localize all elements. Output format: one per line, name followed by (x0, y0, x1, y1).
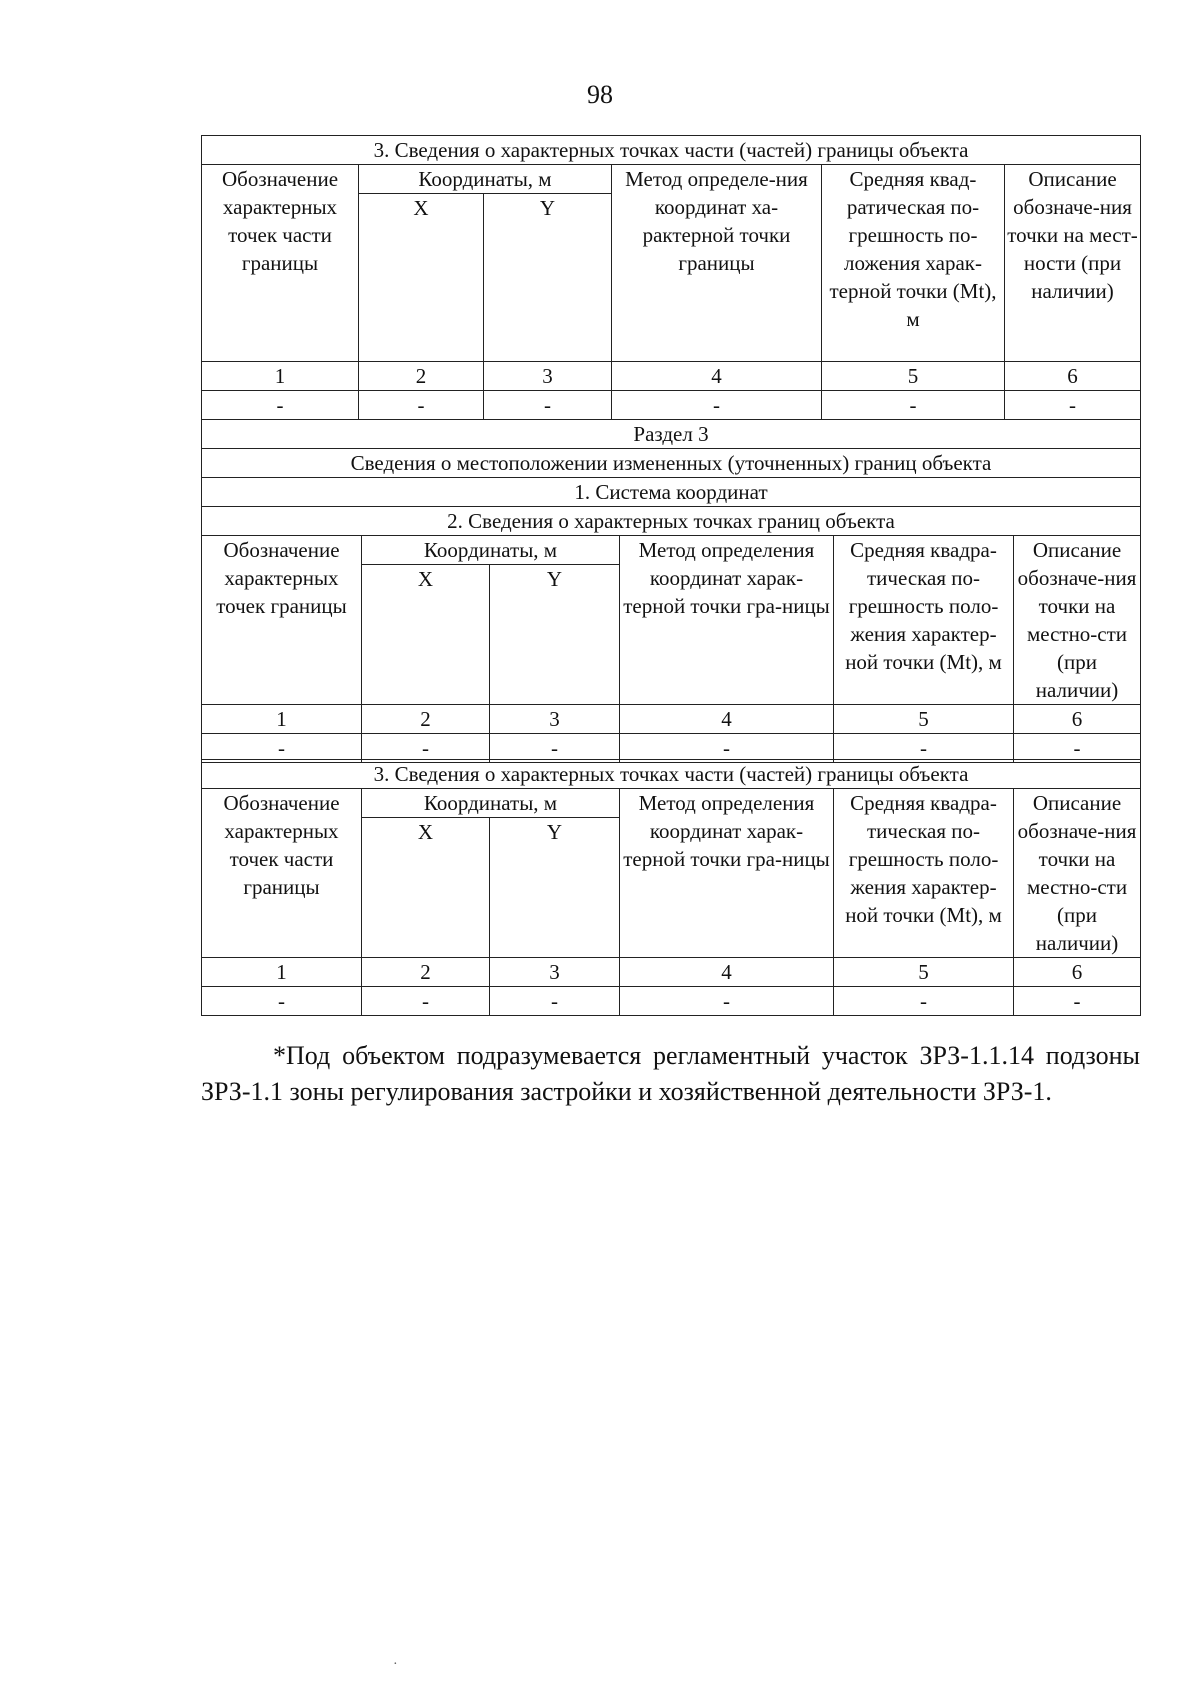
part-boundary-points-table (201, 135, 1141, 420)
column-number: 1 (202, 362, 359, 391)
column-number: 6 (1014, 705, 1141, 734)
table-cell: - (484, 391, 612, 420)
column-number: 1 (202, 705, 362, 734)
header-y: Y (490, 565, 620, 705)
section-title: Сведения о местоположении измененных (уточненных) границ объекта (202, 449, 1141, 478)
table-title: 3. Сведения о характерных точках части (частей) границы объекта (202, 136, 1141, 165)
column-number: 2 (362, 958, 490, 987)
table-cell: - (202, 734, 362, 763)
header-description: Описание обозначе-ния точки на местно-сти (при наличии) (1014, 536, 1141, 705)
column-number: 4 (620, 705, 834, 734)
table-cell: - (359, 391, 484, 420)
page-number: 98 (587, 80, 613, 109)
column-number: 3 (484, 362, 612, 391)
header-y: Y (490, 818, 620, 958)
footnote-text: *Под объектом подразумевается регламентный участок ЗРЗ-1.1.14 подзоны ЗРЗ-1.1 зоны регулирования застройки и хозяйственной деятельности ЗРЗ-1. (201, 1041, 1140, 1106)
table-cell: - (620, 987, 834, 1016)
header-coordinates: Координаты, м (362, 789, 620, 818)
column-number: 2 (362, 705, 490, 734)
header-method: Метод определения координат харак-терной точки гра-ницы (620, 789, 834, 958)
header-error: Средняя квад-ратическая по-грешность по-ложения харак-терной точки (Mt), м (822, 165, 1005, 362)
column-number: 5 (834, 705, 1014, 734)
header-description: Описание обозначе-ния точки на мест-ности (при наличии) (1005, 165, 1141, 362)
header-designation: Обозначение характерных точек части границы (202, 789, 362, 958)
table-cell: - (1005, 391, 1141, 420)
column-number: 5 (822, 362, 1005, 391)
table-cell: - (362, 987, 490, 1016)
column-number: 6 (1005, 362, 1141, 391)
table-cell: - (834, 734, 1014, 763)
table-cell: - (612, 391, 822, 420)
table-cell: - (202, 987, 362, 1016)
header-designation: Обозначение характерных точек границы (202, 536, 362, 705)
table-cell: - (822, 391, 1005, 420)
column-number: 6 (1014, 958, 1141, 987)
header-error: Средняя квадра-тическая по-грешность поло-жения характер-ной точки (Mt), м (834, 789, 1014, 958)
header-y: Y (484, 194, 612, 362)
column-number: 2 (359, 362, 484, 391)
coordinate-system-heading: 1. Система координат (202, 478, 1141, 507)
header-x: X (362, 818, 490, 958)
table-cell: - (834, 987, 1014, 1016)
header-description: Описание обозначе-ния точки на местно-сти (при наличии) (1014, 789, 1141, 958)
column-number: 1 (202, 958, 362, 987)
header-designation: Обозначение характерных точек части границы (202, 165, 359, 362)
column-number: 3 (490, 958, 620, 987)
table-cell: - (1014, 987, 1141, 1016)
column-number: 5 (834, 958, 1014, 987)
column-number: 3 (490, 705, 620, 734)
table-cell: - (620, 734, 834, 763)
table-cell: - (1014, 734, 1141, 763)
footnote (201, 1038, 1140, 1110)
header-x: X (359, 194, 484, 362)
part-boundary-points-table-2 (201, 759, 1141, 1016)
stray-mark: · (393, 1657, 398, 1672)
section-heading: Раздел 3 (202, 420, 1141, 449)
table-cell: - (202, 391, 359, 420)
header-coordinates: Координаты, м (359, 165, 612, 194)
section-3-table (201, 419, 1141, 763)
column-number: 4 (620, 958, 834, 987)
boundary-points-heading: 2. Сведения о характерных точках границ объекта (202, 507, 1141, 536)
table-title: 3. Сведения о характерных точках части (частей) границы объекта (202, 760, 1141, 789)
header-x: X (362, 565, 490, 705)
header-coordinates: Координаты, м (362, 536, 620, 565)
table-cell: - (490, 987, 620, 1016)
column-number: 4 (612, 362, 822, 391)
table-cell: - (362, 734, 490, 763)
header-method: Метод определе-ния координат ха-рактерной точки границы (612, 165, 822, 362)
header-error: Средняя квадра-тическая по-грешность поло-жения характер-ной точки (Mt), м (834, 536, 1014, 705)
table-cell: - (490, 734, 620, 763)
header-method: Метод определения координат харак-терной точки гра-ницы (620, 536, 834, 705)
